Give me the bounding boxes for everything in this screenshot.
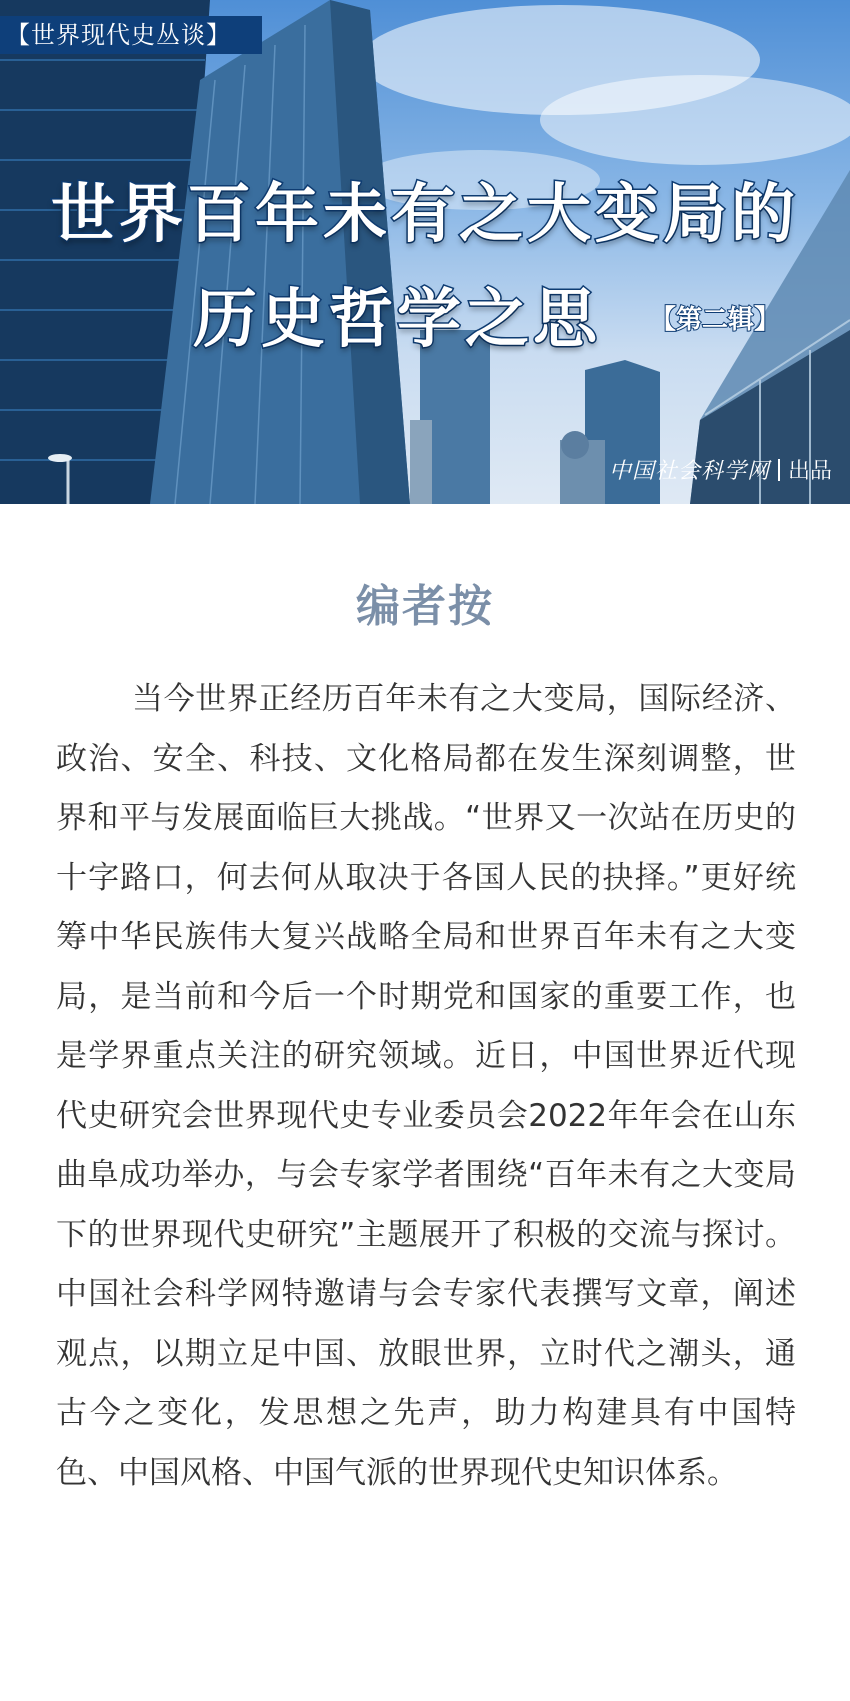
publisher-divider — [778, 459, 780, 481]
main-title-line-1: 世界百年未有之大变局的 — [51, 178, 799, 252]
publisher-credit — [609, 454, 832, 485]
main-title-line-2: 历史哲学之思 — [193, 283, 601, 357]
series-tag: 【世界现代史丛谈】 — [0, 16, 262, 54]
editor-note-paragraph: 当今世界正经历百年未有之大变局，国际经济、政治、安全、科技、文化格局都在发生深刻调整，世界和平与发展面临巨大挑战。“世界又一次站在历史的十字路口，何去何从取决于各国人民的抉择。”更好统筹中华民族伟大复兴战略全局和世界百年未有之大变局，是当前和今后一个时期党和国家的重要工作，也是学界重点关注的研究领域。近日，中国世界近代现代史研究会世界现代史专业委员会2022年年会在山东曲阜成功举办，与会专家学者围绕“百年未有之大变局下的世界现代史研究”主题展开了积极的交流与探讨。中国社会科学网特邀请与会专家代表撰写文章，阐述观点，以期立足中国、放眼世界，立时代之潮头，通古今之变化，发思想之先声，助力构建具有中国特色、中国风格、中国气派的世界现代史知识体系。 — [56, 681, 796, 1491]
header-banner — [0, 0, 850, 504]
publisher-suffix: 出品 — [787, 459, 832, 484]
publisher-brand: 中国社会科学网 — [608, 459, 770, 484]
edition-label: 【第二辑】 — [650, 305, 781, 335]
editor-note-heading: 编者按 — [356, 581, 494, 632]
